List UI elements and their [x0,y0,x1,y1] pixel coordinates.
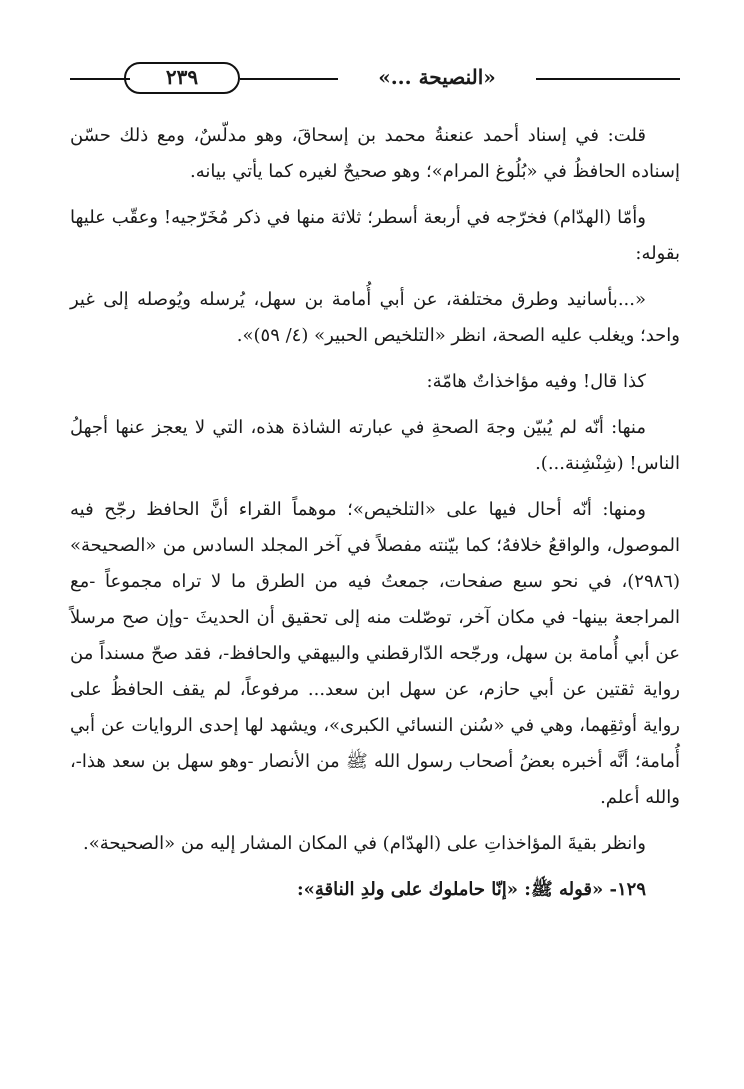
page-header [70,58,680,98]
paragraph: كذا قال! وفيه مؤاخذاتٌ هامّة: [426,371,646,392]
running-title: «النصيحة ...» [378,65,496,89]
paragraph: وانظر بقيةَ المؤاخذاتِ على (الهدّام) في المكان المشار إليه من «الصحيحة». [83,833,646,854]
next-item-heading: ١٢٩- «قوله ﷺ: «إنّا حاملوك على ولدِ الناقةِ»: [297,879,646,900]
quoted-paragraph: «...بأسانيد وطرق مختلفة، عن أبي أُمامة بن سهل، يُرسله ويُوصله إلى غير واحد؛ ويغلب عليه الصحة، انظر «التلخيص الحبير» (٤/ ٥٩)». [70,289,680,346]
header-rule-middle [240,78,338,80]
header-rule-left [70,78,130,80]
paragraph: قلت: في إسناد أحمد عنعنةُ محمد بن إسحاقَ، وهو مدلّسٌ، ومع ذلك حسّن إسناده الحافظُ في «بُلُوغ المرام»؛ وهو صحيحٌ لغيره كما يأتي بيانه. [70,125,680,182]
header-rule-right [536,78,680,80]
paragraph: منها: أنّه لم يُبيّن وجهَ الصحةِ في عبارته الشاذة هذه، التي لا يعجز عنها أجهلُ الناس! (شِنْشِنة...). [70,417,680,474]
paragraph: ومنها: أنّه أحال فيها على «التلخيص»؛ موهماً القراء أنَّ الحافظ رجّح فيه الموصول، والواقعُ خلافهُ؛ كما بيّنته مفصلاً في آخر المجلد السادس من «الصحيحة» (٢٩٨٦)، في نحو سبع صفحات، جمعتُ فيه من الطرق ما لا تراه مجموعاً -مع المراجعة بينها- في مكان آخر، توصّلت منه إلى تحقيق أن الحديثَ -وإن صح مرسلاً عن أبي أُمامة بن سهل، ورجّحه الدّارقطني والبيهقي والحافظ-، فقد صحّ مسنداً من رواية ثقتين عن أبي حازم، عن سهل ابن سعد... مرفوعاً، لم يقف الحافظُ على رواية أوثقِهما، وهي في «سُنن النسائي الكبرى»، ويشهد لها إحدى الروايات عن أبي أُمامة؛ أنَّه أخبره بعضُ أصحاب رسول الله ﷺ من الأنصار -وهو سهل بن سعد هذا-، والله أعلم. [70,499,681,808]
page-body [70,118,680,926]
paragraph: وأمّا (الهدّام) فخرّجه في أربعة أسطر؛ ثلاثة منها في ذكر مُخَرّجيه! وعقّب عليها بقوله: [70,207,680,264]
page-number: ٢٣٩ [124,62,240,94]
